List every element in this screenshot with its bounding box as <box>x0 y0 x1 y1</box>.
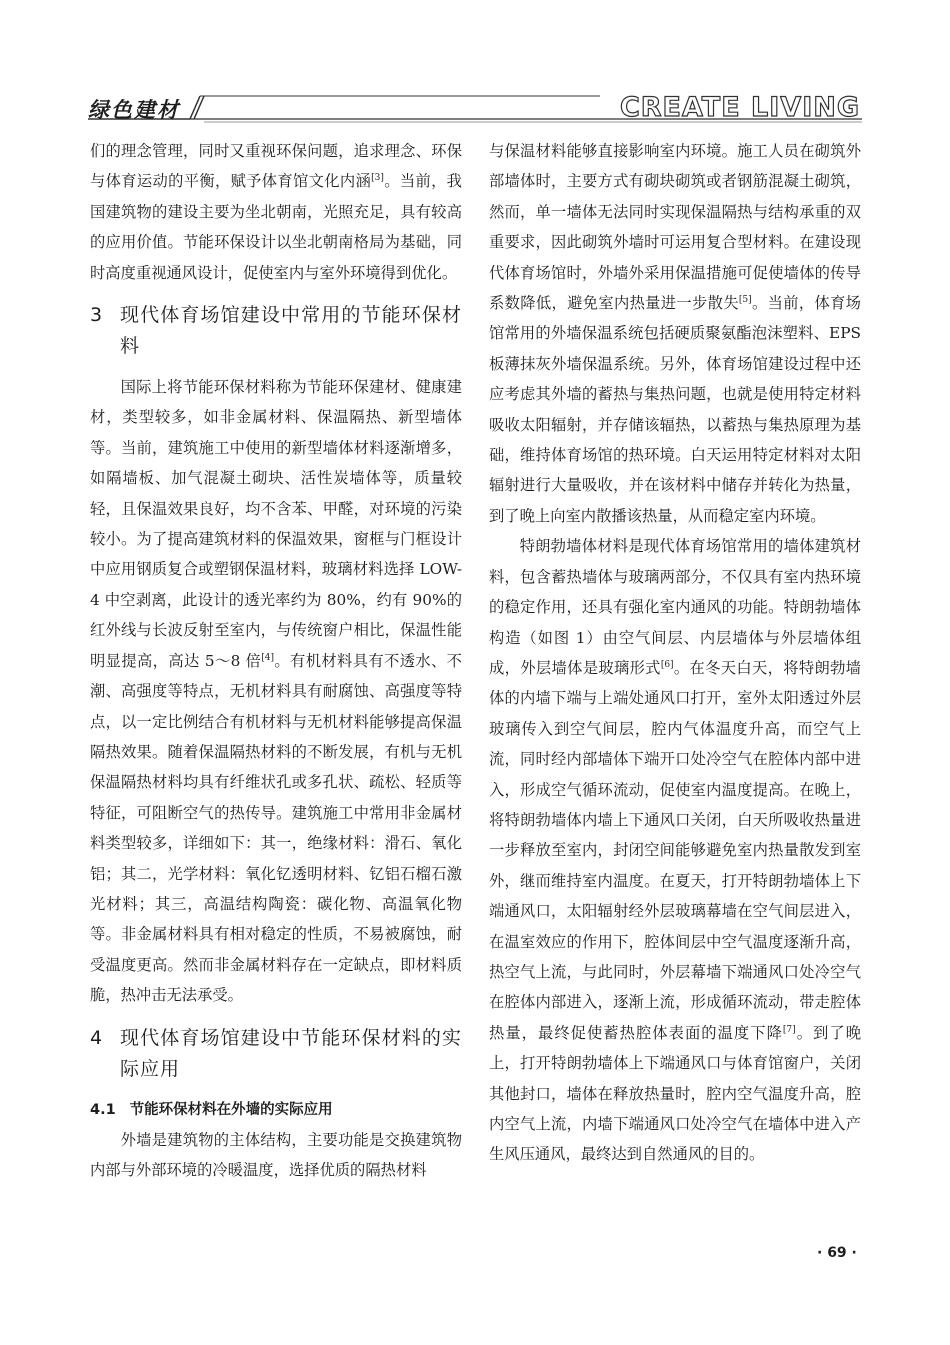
section-number: 4 <box>90 1026 104 1049</box>
subsection-number: 4.1 <box>90 1101 116 1118</box>
page-number: · 69 · <box>817 1245 857 1261</box>
citation: [6] <box>660 659 674 670</box>
citation: [5] <box>738 294 752 305</box>
journal-title: 绿色建材 <box>88 98 180 122</box>
paragraph: 们的理念管理，同时又重视环保问题，追求理念、环保与体育运动的平衡，赋予体育馆文化内涵[3]。当前，我国建筑物的建设主要为坐北朝南，光照充足，具有较高的应用价值。节能环保设计以坐北朝南格局为基础，同时高度重视通风设计，促使室内与室外环境得到优化。 <box>90 142 462 282</box>
paragraph: 外墙是建筑物的主体结构，主要功能是交换建筑物内部与外部环境的冷暖温度，选择优质的隔热材料 <box>90 1130 462 1179</box>
paragraph: 国际上将节能环保材料称为节能环保建材、健康建材，类型较多，如非金属材料、保温隔热、新型墙体等。当前，建筑施工中使用的新型墙体材料逐渐增多，如隔墙板、加气混凝土砌块、活性炭墙体等，质量较轻，且保温效果良好，均不含苯、甲醛，对环境的污染较小。为了提高建筑材料的保温效果，窗框与门框设计中应用钢质复合或塑钢保温材料，玻璃材料选择 LOW-4 中空剥离，此设计的透光率约为 80%，约有 90%的红外线与长波反射至室内，与传统窗户相比，保温性能明显提高，高达 5～8 倍[4]。有机材料具有不透水、不潮、高强度等特点，无机材料具有耐腐蚀、高强度等特点，以一定比例结合有机材料与无机材料能够提高保温隔热效果。随着保温隔热材料的不断发展，有机与无机保温隔热材料均具有纤维状孔或多孔状、疏松、轻质等特征，可阻断空气的热传导。建筑施工中常用非金属材料类型较多，详细如下：其一，绝缘材料：滑石、氧化铝；其二，光学材料：氧化钇透明材料、钇铝石榴石激光材料；其三，高温结构陶瓷：碳化物、高温氧化物等。非金属材料具有相对稳定的性质，不易被腐蚀，耐受温度更高。然而非金属材料存在一定缺点，即材料质脆，热冲击无法承受。 <box>90 378 462 1005</box>
citation: [4] <box>261 652 275 663</box>
paragraph: 特朗勃墙体材料是现代体育场馆常用的墙体建筑材料，包含蓄热墙体与玻璃两部分，不仅具有室内热环境的稳定作用，还具有强化室内通风的功能。特朗勃墙体构造（如图 1）由空气间层、内层墙体与外层墙体组成，外层墙体是玻璃形式[6]。在冬天白天，将特朗勃墙体的内墙下端与上端处通风口打开，室外太阳透过外层玻璃传入到空气间层，腔内气体温度升高，而空气上流，同时经内部墙体下端开口处冷空气在腔体内部中进入，形成空气循环流动，促使室内温度提高。在晚上，将特朗勃墙体内墙上下通风口关闭，白天所吸收热量进一步释放至室内，封闭空间能够避免室内热量散发到室外，继而维持室内温度。在夏天，打开特朗勃墙体上下端通风口，太阳辐射经外层玻璃幕墙在空气间层进入，在温室效应的作用下，腔体间层中空气温度逐渐升高，热空气上流，与此同时，外层幕墙下端通风口处冷空气在腔体内部进入，逐渐上流，形成循环流动，带走腔体热量，最终促使蓄热腔体表面的温度下降[7]。到了晚上，打开特朗勃墙体上下端通风口与体育馆窗户，关闭其他封口，墙体在释放热量时，腔内空气温度升高，腔内空气上流，内墙下端通风口处冷空气在墙体中进入产生风压通风，最终达到自然通风的目的。 <box>489 537 861 1164</box>
masthead-title: CREATE LIVING <box>619 92 860 123</box>
paragraph: 与保温材料能够直接影响室内环境。施工人员在砌筑外部墙体时，主要方式有砌块砌筑或者钢筋混凝土砌筑，然而，单一墙体无法同时实现保温隔热与结构承重的双重要求，因此砌筑外墙时可运用复合型材料。在建设现代体育场馆时，外墙外采用保温措施可促使墙体的传导系数降低，避免室内热量进一步散失[5]。当前，体育场馆常用的外墙保温系统包括硬质聚氨酯泡沫塑料、EPS 板薄抹灰外墙保温系统。另外，体育场馆建设过程中还应考虑其外墙的蓄热与集热问题，也就是使用特定材料吸收太阳辐射，并存储该辐热，以蓄热与集热原理为基础，维持体育场馆的热环境。白天运用特定材料对太阳辐射进行大量吸收，并在该材料中储存并转化为热量，到了晚上向室内散播该热量，从而稳定室内环境。 <box>489 142 861 525</box>
section-heading-3 <box>90 300 462 362</box>
page-header <box>0 0 950 130</box>
section-number: 3 <box>90 304 104 327</box>
section-heading-4 <box>90 1023 462 1085</box>
citation: [3] <box>371 173 384 184</box>
section-title: 现代体育场馆建设中常用的节能环保材料 <box>120 304 462 358</box>
subsection-heading-4-1 <box>90 1095 462 1125</box>
section-title: 现代体育场馆建设中节能环保材料的实际应用 <box>120 1026 462 1080</box>
right-column <box>489 136 861 1170</box>
left-column <box>90 136 462 1185</box>
citation: [7] <box>782 1024 796 1035</box>
subsection-title: 节能环保材料在外墙的实际应用 <box>129 1101 333 1118</box>
